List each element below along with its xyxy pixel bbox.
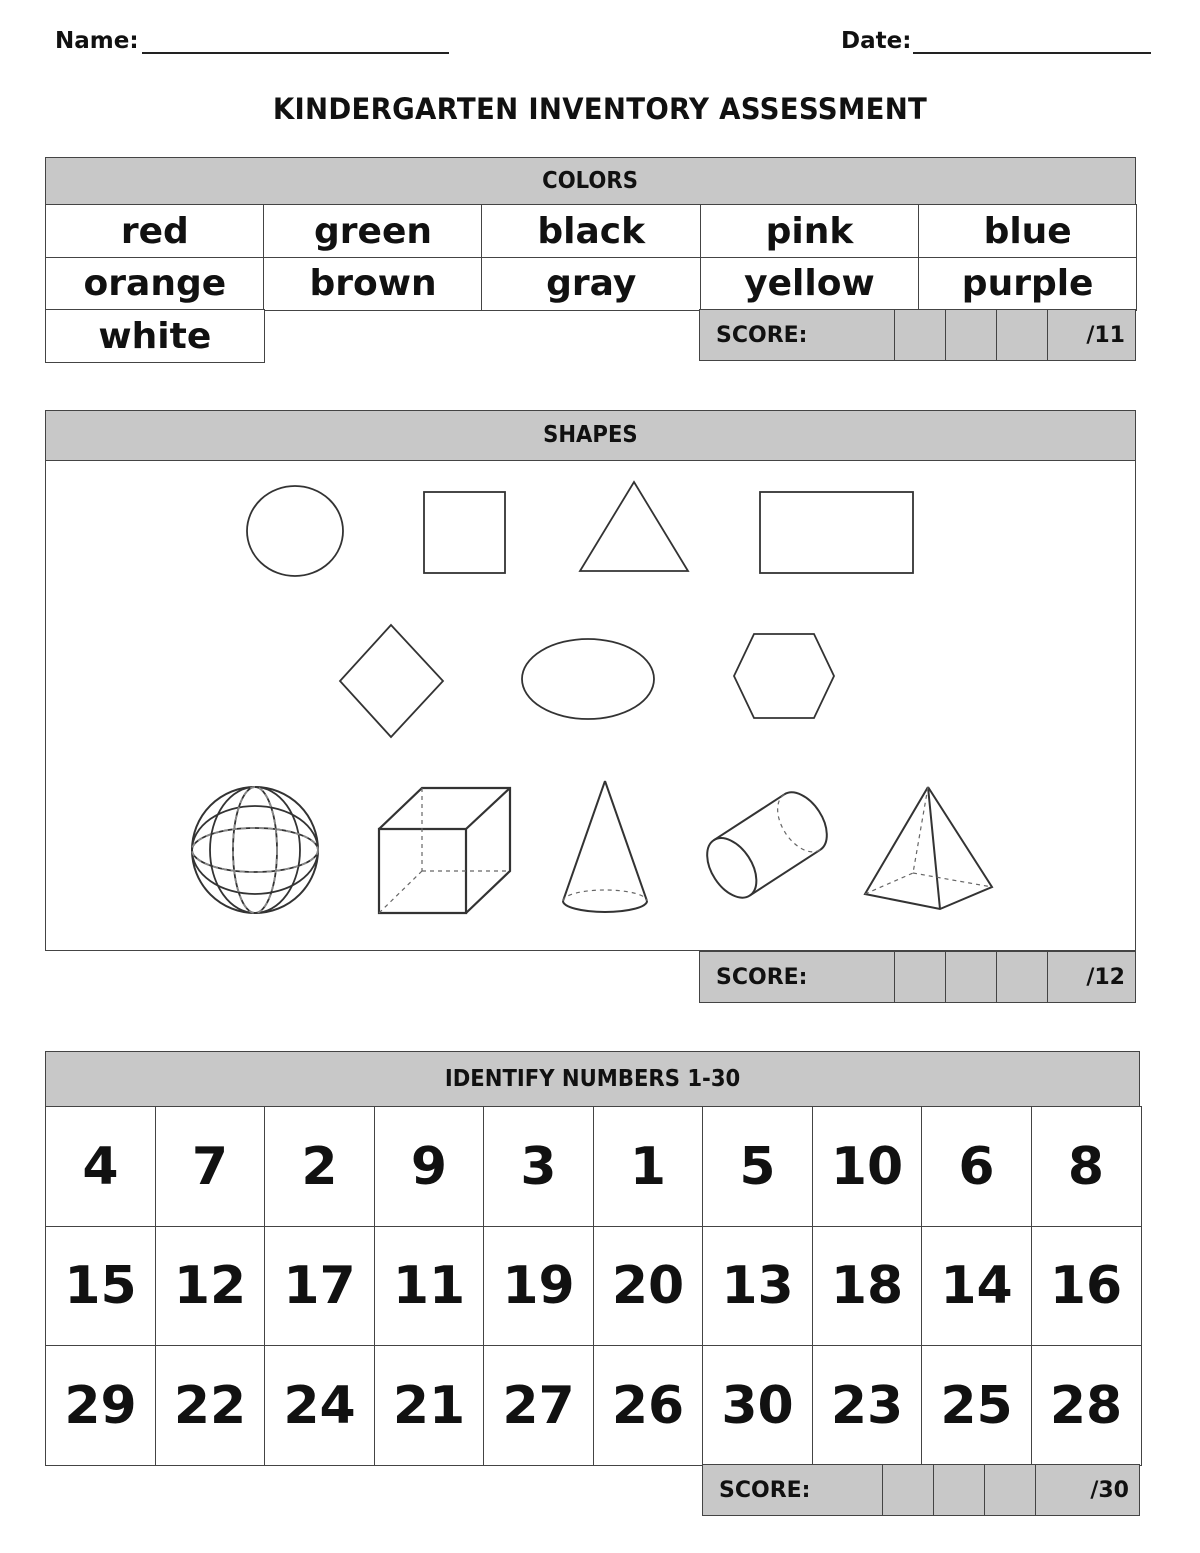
number-cell: 19: [483, 1226, 594, 1347]
cylinder-shape[interactable]: [697, 784, 837, 907]
score-label: SCORE:: [700, 952, 895, 1002]
oval-shape[interactable]: [522, 639, 654, 719]
number-cell: 3: [483, 1106, 594, 1227]
color-word: yellow: [700, 257, 920, 311]
number-cell: 16: [1031, 1226, 1142, 1347]
score-slot[interactable]: [883, 1465, 934, 1515]
number-cell: 28: [1031, 1345, 1142, 1466]
colors-heading: COLORS: [45, 157, 1136, 205]
color-word: red: [45, 204, 265, 258]
number-cell: 23: [812, 1345, 923, 1466]
date-label: Date:: [841, 28, 912, 54]
colors-score: [699, 309, 1136, 361]
score-slot[interactable]: [946, 310, 997, 360]
shapes-score: [699, 951, 1136, 1003]
number-cell: 1: [593, 1106, 704, 1227]
number-cell: 29: [45, 1345, 156, 1466]
square-shape[interactable]: [424, 492, 505, 573]
number-cell: 25: [921, 1345, 1032, 1466]
page-title: KINDERGARTEN INVENTORY ASSESSMENT: [272, 92, 928, 126]
number-cell: 5: [702, 1106, 813, 1227]
number-cell: 27: [483, 1345, 594, 1466]
shapes-heading: SHAPES: [45, 410, 1136, 461]
hexagon-shape[interactable]: [734, 634, 834, 718]
color-word: green: [263, 204, 483, 258]
cone-shape[interactable]: [563, 781, 647, 912]
score-slot[interactable]: [985, 1465, 1036, 1515]
number-cell: 20: [593, 1226, 704, 1347]
number-cell: 10: [812, 1106, 923, 1227]
score-label: SCORE:: [700, 310, 895, 360]
score-total: /30: [1090, 1477, 1129, 1503]
cube-shape[interactable]: [379, 788, 510, 913]
number-cell: 17: [264, 1226, 375, 1347]
number-cell: 15: [45, 1226, 156, 1347]
triangle-shape[interactable]: [580, 482, 688, 571]
color-word: black: [481, 204, 701, 258]
number-cell: 7: [155, 1106, 266, 1227]
rhombus-shape[interactable]: [340, 625, 443, 737]
color-word: gray: [481, 257, 701, 311]
score-total: /11: [1086, 322, 1125, 348]
number-cell: 9: [374, 1106, 485, 1227]
rectangle-shape[interactable]: [760, 492, 913, 573]
number-cell: 8: [1031, 1106, 1142, 1227]
number-cell: 4: [45, 1106, 156, 1227]
score-slot[interactable]: [895, 952, 946, 1002]
number-cell: 22: [155, 1345, 266, 1466]
color-word: white: [45, 309, 265, 363]
number-cell: 11: [374, 1226, 485, 1347]
score-slot[interactable]: [946, 952, 997, 1002]
score-total: /12: [1086, 964, 1125, 990]
color-word: blue: [918, 204, 1138, 258]
color-word: purple: [918, 257, 1138, 311]
number-cell: 26: [593, 1345, 704, 1466]
number-cell: 14: [921, 1226, 1032, 1347]
number-cell: 2: [264, 1106, 375, 1227]
score-label: SCORE:: [703, 1465, 883, 1515]
pyramid-shape[interactable]: [865, 787, 992, 909]
number-cell: 18: [812, 1226, 923, 1347]
sphere-shape[interactable]: [192, 787, 318, 913]
number-cell: 21: [374, 1345, 485, 1466]
score-slot[interactable]: [895, 310, 946, 360]
score-slot[interactable]: [997, 310, 1048, 360]
name-line[interactable]: [142, 52, 449, 54]
number-cell: 30: [702, 1345, 813, 1466]
number-cell: 12: [155, 1226, 266, 1347]
date-line[interactable]: [913, 52, 1151, 54]
number-cell: 13: [702, 1226, 813, 1347]
name-label: Name:: [55, 28, 139, 54]
numbers-heading: IDENTIFY NUMBERS 1-30: [45, 1051, 1140, 1107]
circle-shape[interactable]: [247, 486, 343, 576]
number-cell: 24: [264, 1345, 375, 1466]
color-word: brown: [263, 257, 483, 311]
score-slot[interactable]: [934, 1465, 985, 1515]
numbers-score: [702, 1464, 1140, 1516]
score-slot[interactable]: [997, 952, 1048, 1002]
color-word: pink: [700, 204, 920, 258]
color-word: orange: [45, 257, 265, 311]
shapes-drawings: [45, 461, 1136, 951]
number-cell: 6: [921, 1106, 1032, 1227]
